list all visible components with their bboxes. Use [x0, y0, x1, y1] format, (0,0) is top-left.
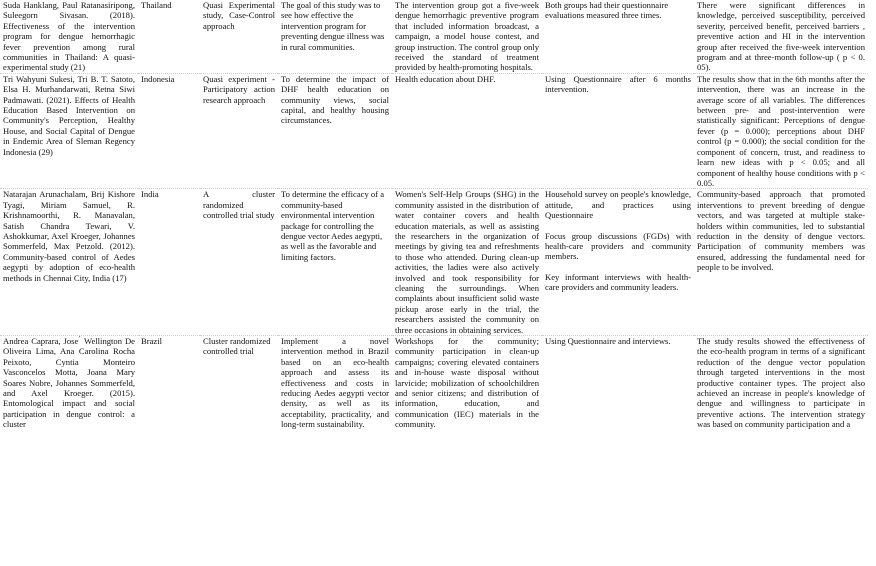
measurement-item: Household survey on people's knowledge, attitude, and practices using Questionnaire: [545, 189, 691, 221]
intervention-cell: The intervention group got a five-week dengue hemorrhagic preventive program that included information broadcast, a campaign, a model house contest, and group instruction. The control group only received the standard of treatment provided by health-promoting hospitals.: [392, 0, 542, 73]
intervention-cell: Health education about DHF.: [392, 73, 542, 188]
table-row: [0, 73, 868, 188]
results-cell: The results show that in the 6th months after the intervention, there was an increase in the average score of all variables. The differences between pre- and post-intervention were statistically significant: Perceptions of dengue fever (p = 0.000); perceptions about DHF control (p = 0.000); the social condition for the component of concern, trust, and readiness to learn new ideas with p < 0.05; and all component of healthy house conditions with p < 0.05.: [694, 73, 868, 188]
table-row: [0, 0, 868, 73]
design-cell: Quasi experiment - Participatory action research approach: [200, 73, 278, 188]
intervention-cell: Workshops for the community; community participation in clean-up campaigns; covering elevated containers and in-house waste disposal without larvicide; mobilization of schoolchildren and senior citizens; and distribution of information, education, and communication (IEC) materials in the community.: [395, 336, 539, 430]
results-cell: The study results showed the effectiveness of the eco-health program in terms of a significant reduction of the dengue vector population through targeted interventions in the most productive container types. The project also achieved an increase in people's knowledge of dengue and willingness to participate in preventive actions. The intervention strategy was based on community participation and a: [697, 336, 865, 430]
author-cell: Natarajan Arunachalam, Brij Kishore Tyagi, Miriam Samuel, R. Krishnamoorthi, R. Manavalan, Satish Chandra Tewari, V. Ashokkumar, Axel Kroeger, Johannes Sommerfeld, Max Petzold. (2012). Community-based control of Aedes aegypti by adoption of eco-health methods in Chennai City, India (17): [0, 189, 138, 336]
table-row: [0, 189, 868, 336]
author-cell: Andrea Caprara, Jose ́ Wellington De Oliveira Lima, Ana Carolina Rocha Peixoto, Cyntia Monteiro Vasconcelos Motta, Joana Mary Soares Nobre, Johannes Sommerfeld, and Axel Kroeger. (2015). Entomological impact and social participation in dengue control: a cluster: [3, 336, 135, 430]
country-cell: Brazil: [141, 336, 162, 346]
design-cell: A cluster randomized controlled trial study: [200, 189, 278, 336]
objective-cell: Implement a novel intervention method in Brazil based on an eco-health approach and assess its effectiveness and costs in reducing Aedes aegypti vector density, as well as its acceptability, practicality, and long-term sustainability.: [281, 336, 389, 430]
design-cell: Quasi Experimental study, Case-Control approach: [200, 0, 278, 73]
results-cell: There were significant differences in knowledge, perceived susceptibility, perceived severity, perceived benefit, perceived barriers , preventive action and HI in the intervention group after received the five-week intervention program and at three-month follow-up ( p < 0. 05).: [694, 0, 868, 73]
results-cell: Community-based approach that promoted interventions to prevent breeding of dengue vectors, and was targeted at multiple stake-holders within communities, led to substantial reduction in the density of dengue vectors. Participation of community members was ensured, addressing the fundamental need for people to be involved.: [694, 189, 868, 336]
measurement-cell: Using Questionnaire after 6 months intervention.: [542, 73, 694, 188]
country-cell: India: [138, 189, 200, 336]
country-cell: Indonesia: [138, 73, 200, 188]
measurement-item: Key informant interviews with health-care providers and community leaders.: [545, 271, 691, 293]
objective-cell: [278, 189, 392, 336]
measurement-cell: Both groups had their questionnaire evaluations measured three times.: [542, 0, 694, 73]
country-cell: Thailand: [138, 0, 200, 73]
measurement-cell: [542, 189, 694, 336]
table-row: [0, 336, 868, 430]
author-cell: Tri Wahyuni Sukesi, Tri B. T. Satoto, Elsa H. Murhandarwati, Retna Siwi Padmawati. (2021). Effects of Health Education Based Intervention on Community's Perception, Healthy House, and Social Capital of Dengue in Endemic Area of Sleman Regency Indonesia (29): [0, 73, 138, 188]
measurement-cell: Using Questionnaire and interviews.: [545, 336, 671, 346]
measurement-item: Focus group discussions (FGDs) with health-care providers and community members.: [545, 230, 691, 262]
objective-cell: To determine the impact of DHF health education on community views, social capital, and healthy housing circumstances.: [278, 73, 392, 188]
objective-cell: The goal of this study was to see how effective the intervention program for preventing dengue illness was in rural communities.: [278, 0, 392, 73]
intervention-cell: Women's Self-Help Groups (SHG) in the community assisted in the distribution of water container covers and health education materials, as well as assisting the researchers in the organization of meetings by giving tea and refreshments to those who attended. During clean-up activities, the ladies were also actively involved and took responsibility for cleaning the surroundings. When complaints about insufficient solid waste pickup arose early in the trial, the researchers assisted the community on three occasions in obtaining services.: [392, 189, 542, 336]
objective-text: To determine the efficacy of a community-based environmental intervention package for controlling the dengue vector Aedes aegypti, as well as the favorable and limiting factors.: [281, 189, 385, 262]
design-cell: Cluster randomized controlled trial: [203, 336, 271, 357]
author-cell: Suda Hanklang, Paul Ratanasiripong, Suleegorn Sivasan. (2018). Effectiveness of the intervention program for dengue hemorrhagic fever prevention among rural communities in Thailand: A quasi-experimental study (21): [0, 0, 138, 73]
